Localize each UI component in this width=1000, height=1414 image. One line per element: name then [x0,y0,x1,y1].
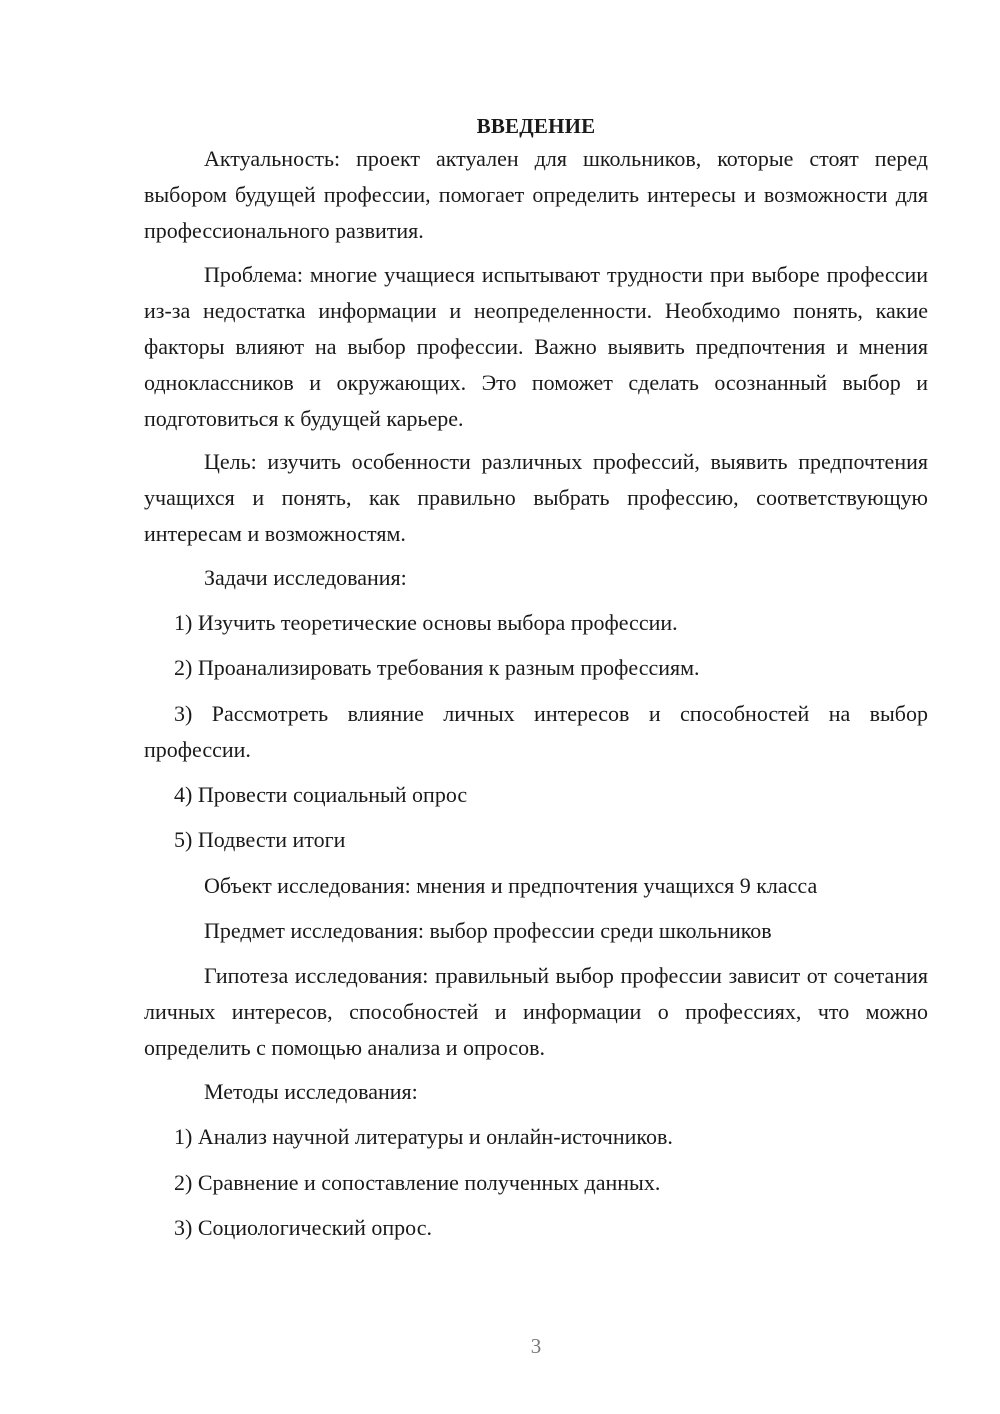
task-item-5: 5) Подвести итоги [174,827,346,852]
page-title: ВВЕДЕНИЕ [476,114,596,139]
document-page [144,0,928,1414]
hypothesis-paragraph: Гипотеза исследования: правильный выбор профессии зависит от сочетания личных интересов, способностей и информации о профессиях, что можно определить с помощью анализа и опросов. [144,963,928,1060]
problem-paragraph: Проблема: многие учащиеся испытывают трудности при выборе профессии из-за недостатка информации и неопределенности. Необходимо понять, какие факторы влияют на выбор профессии. Важно выявить предпочтения и мнения одноклассников и окружающих. Это поможет сделать осознанный выбор и подготовиться к будущей карьере. [144,262,928,431]
page-number: 3 [530,1334,542,1358]
object-paragraph: Объект исследования: мнения и предпочтения учащихся 9 класса [204,873,818,898]
methods-heading: Методы исследования: [204,1079,418,1104]
method-item-1: 1) Анализ научной литературы и онлайн-источников. [174,1124,673,1149]
task-item-2: 2) Проанализировать требования к разным профессиям. [174,655,700,680]
relevance-paragraph: Актуальность: проект актуален для школьников, которые стоят перед выбором будущей профессии, помогает определить интересы и возможности для профессионального развития. [144,146,928,243]
task-item-4: 4) Провести социальный опрос [174,782,468,807]
goal-paragraph: Цель: изучить особенности различных профессий, выявить предпочтения учащихся и понять, как правильно выбрать профессию, соответствующую интересам и возможностям. [144,449,928,546]
method-item-3: 3) Социологический опрос. [174,1215,432,1240]
tasks-heading: Задачи исследования: [204,565,407,590]
task-item-1: 1) Изучить теоретические основы выбора профессии. [174,610,678,635]
method-item-2: 2) Сравнение и сопоставление полученных данных. [174,1170,661,1195]
task-item-3: 3) Рассмотреть влияние личных интересов и способностей на выбор профессии. [144,701,928,762]
subject-paragraph: Предмет исследования: выбор профессии среди школьников [204,918,772,943]
